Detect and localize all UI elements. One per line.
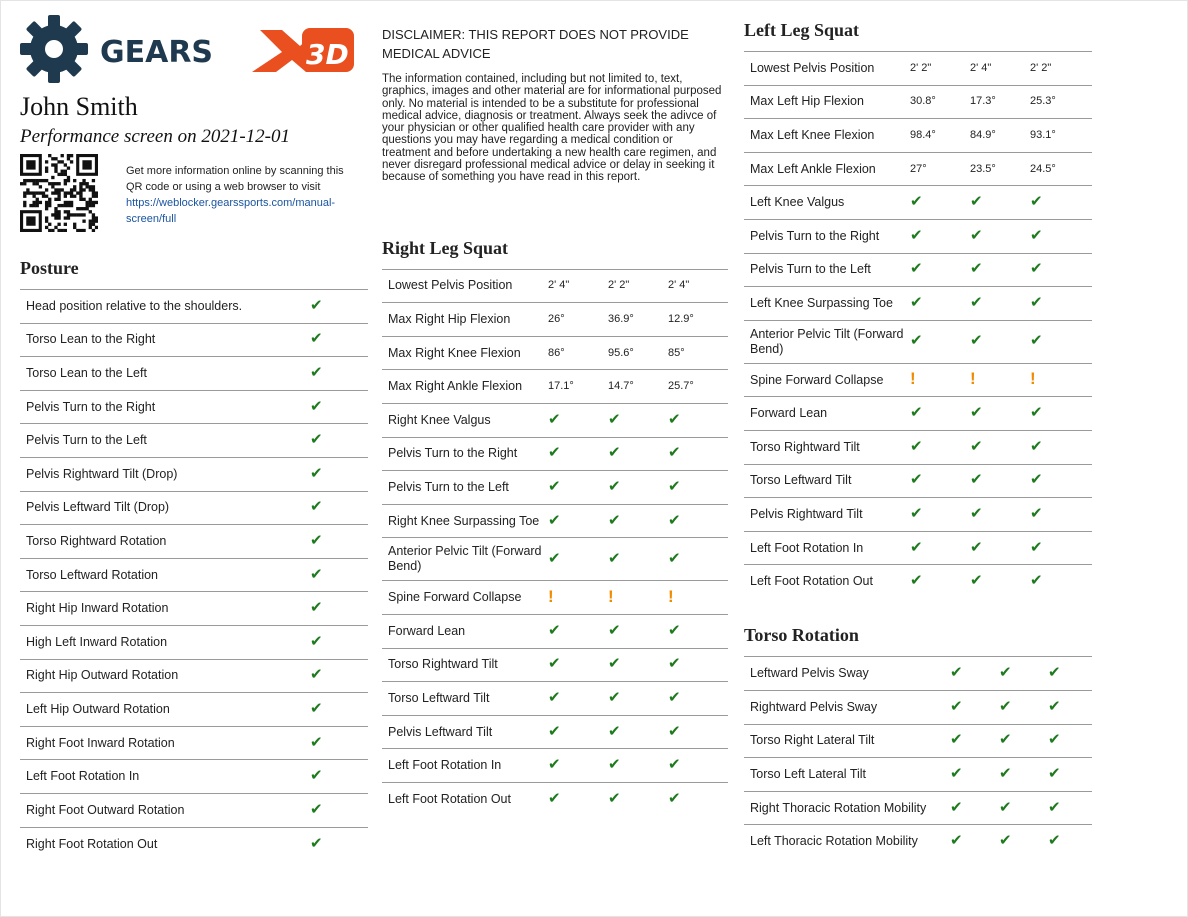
table-row-torso-rightward-tilt	[744, 430, 1092, 464]
table-row-pelvis-rightward-tilt-drop	[20, 457, 368, 491]
measurement-value: 2' 4"	[548, 279, 570, 292]
warning-icon: !	[910, 369, 916, 389]
table-row-pelvis-rightward-tilt	[744, 498, 1092, 532]
measurement-value: 30.8°	[910, 95, 936, 108]
measurement-value: 17.1°	[548, 380, 574, 393]
measurement-value: 84.9°	[970, 128, 996, 141]
torso-rotation-table	[744, 656, 1092, 858]
checkmark-icon: ✔	[310, 599, 323, 617]
row-label: Max Left Hip Flexion	[750, 94, 864, 109]
qr-instructions	[126, 163, 354, 232]
warning-icon: !	[1030, 369, 1036, 389]
row-label: Pelvis Turn to the Left	[26, 433, 147, 448]
checkmark-icon: ✔	[950, 731, 963, 749]
row-label: Torso Lean to the Left	[26, 365, 147, 380]
row-label: Torso Right Lateral Tilt	[750, 733, 875, 748]
row-label: Torso Leftward Rotation	[26, 567, 159, 582]
row-label: Pelvis Leftward Tilt (Drop)	[26, 500, 170, 515]
checkmark-icon: ✔	[1048, 832, 1061, 850]
table-row-pelvis-leftward-tilt-drop	[20, 491, 368, 525]
checkmark-icon: ✔	[970, 193, 983, 211]
row-label: Left Foot Rotation In	[388, 758, 502, 773]
row-label: Rightward Pelvis Sway	[750, 699, 878, 714]
row-label: Left Foot Rotation Out	[388, 792, 511, 807]
row-label: High Left Inward Rotation	[26, 634, 168, 649]
warning-icon: !	[608, 586, 614, 606]
checkmark-icon: ✔	[970, 572, 983, 590]
checkmark-icon: ✔	[668, 478, 681, 496]
table-row-max-left-ankle-flexion	[744, 152, 1092, 186]
checkmark-icon: ✔	[668, 410, 681, 428]
checkmark-icon: ✔	[608, 478, 621, 496]
table-row-forward-lean	[744, 397, 1092, 431]
row-label: Pelvis Rightward Tilt (Drop)	[26, 466, 178, 481]
checkmark-icon: ✔	[310, 767, 323, 785]
measurement-value: 2' 2"	[910, 61, 932, 74]
row-label: Right Foot Inward Rotation	[26, 735, 175, 750]
table-row-right-foot-inward-rotation	[20, 726, 368, 760]
checkmark-icon: ✔	[668, 790, 681, 808]
table-row-spine-forward-collapse	[744, 363, 1092, 397]
row-label: Left Knee Surpassing Toe	[750, 295, 893, 310]
checkmark-icon: ✔	[608, 621, 621, 639]
row-label: Pelvis Turn to the Right	[26, 399, 156, 414]
measurement-value: 24.5°	[1030, 162, 1056, 175]
checkmark-icon: ✔	[910, 471, 923, 489]
row-label: Pelvis Leftward Tilt	[388, 724, 493, 739]
row-label: Torso Left Lateral Tilt	[750, 766, 867, 781]
checkmark-icon: ✔	[310, 363, 323, 381]
checkmark-icon: ✔	[668, 756, 681, 774]
torso-rotation-heading: Torso Rotation	[744, 625, 859, 646]
row-label: Max Right Hip Flexion	[388, 312, 511, 327]
checkmark-icon: ✔	[999, 764, 1012, 782]
table-row-right-knee-valgus	[382, 404, 728, 438]
row-label: Anterior Pelvic Tilt (Forward Bend)	[750, 326, 904, 356]
left-leg-squat-table	[744, 51, 1092, 598]
checkmark-icon: ✔	[910, 193, 923, 211]
table-row-right-foot-rotation-out	[20, 827, 368, 861]
row-label: Torso Rightward Tilt	[388, 657, 498, 672]
checkmark-icon: ✔	[970, 260, 983, 278]
row-label: Pelvis Turn to the Left	[750, 262, 871, 277]
warning-icon: !	[970, 369, 976, 389]
report-subtitle: Performance screen on 2021-12-01	[20, 126, 290, 147]
checkmark-icon: ✔	[1030, 504, 1043, 522]
checkmark-icon: ✔	[548, 655, 561, 673]
row-label: Left Hip Outward Rotation	[26, 701, 170, 716]
qr-code-icon[interactable]	[20, 154, 98, 232]
checkmark-icon: ✔	[668, 655, 681, 673]
table-row-right-foot-outward-rotation	[20, 793, 368, 827]
checkmark-icon: ✔	[910, 260, 923, 278]
checkmark-icon: ✔	[548, 410, 561, 428]
table-row-lowest-pelvis-position	[744, 52, 1092, 86]
table-row-max-left-hip-flexion	[744, 85, 1092, 119]
checkmark-icon: ✔	[548, 549, 561, 567]
row-label: Right Hip Inward Rotation	[26, 601, 169, 616]
checkmark-icon: ✔	[548, 511, 561, 529]
row-label: Torso Rightward Rotation	[26, 533, 167, 548]
measurement-value: 25.7°	[668, 380, 694, 393]
row-label: Lowest Pelvis Position	[750, 60, 875, 75]
table-row-high-left-inward-rotation	[20, 625, 368, 659]
table-row-right-thoracic-rotation-mobility	[744, 791, 1092, 825]
checkmark-icon: ✔	[950, 764, 963, 782]
row-label: Left Foot Rotation In	[26, 769, 140, 784]
table-row-left-knee-surpassing-toe	[744, 287, 1092, 321]
table-row-torso-leftward-tilt	[382, 682, 728, 716]
checkmark-icon: ✔	[1030, 293, 1043, 311]
table-row-lowest-pelvis-position	[382, 269, 728, 303]
right-leg-squat-heading: Right Leg Squat	[382, 237, 509, 258]
table-row-pelvis-turn-to-the-right	[744, 219, 1092, 253]
row-label: Forward Lean	[388, 623, 466, 638]
row-label: Right Foot Rotation Out	[26, 836, 158, 851]
checkmark-icon: ✔	[950, 697, 963, 715]
table-row-left-foot-rotation-out	[382, 782, 728, 816]
table-row-rightward-pelvis-sway	[744, 691, 1092, 725]
checkmark-icon: ✔	[310, 531, 323, 549]
checkmark-icon: ✔	[310, 800, 323, 818]
measurement-value: 85°	[668, 346, 685, 359]
checkmark-icon: ✔	[970, 504, 983, 522]
row-label: Leftward Pelvis Sway	[750, 666, 869, 681]
table-row-pelvis-turn-to-the-right	[382, 437, 728, 471]
checkmark-icon: ✔	[999, 832, 1012, 850]
checkmark-icon: ✔	[910, 572, 923, 590]
row-label: Head position relative to the shoulders.	[26, 298, 243, 313]
checkmark-icon: ✔	[668, 722, 681, 740]
measurement-value: 27°	[910, 162, 927, 175]
middle-column	[382, 25, 728, 816]
table-row-right-knee-surpassing-toe	[382, 504, 728, 538]
table-row-left-thoracic-rotation-mobility	[744, 825, 1092, 859]
measurement-value: 2' 4"	[668, 279, 690, 292]
checkmark-icon: ✔	[310, 431, 323, 449]
measurement-value: 95.6°	[608, 346, 634, 359]
checkmark-icon: ✔	[548, 689, 561, 706]
table-row-left-foot-rotation-in	[382, 749, 728, 783]
checkmark-icon: ✔	[548, 722, 561, 740]
row-label: Right Foot Outward Rotation	[26, 802, 185, 817]
measurement-value: 93.1°	[1030, 128, 1056, 141]
checkmark-icon: ✔	[310, 666, 323, 684]
measurement-value: 26°	[548, 313, 565, 326]
checkmark-icon: ✔	[910, 332, 923, 350]
checkmark-icon: ✔	[1030, 471, 1043, 489]
row-label: Max Left Knee Flexion	[750, 127, 875, 142]
checkmark-icon: ✔	[970, 332, 983, 350]
checkmark-icon: ✔	[310, 498, 323, 516]
report-link[interactable]: https://weblocker.gearssports.com/manual-screen/full	[126, 197, 336, 225]
gear-logo-icon	[20, 14, 360, 84]
table-row-torso-lean-to-the-left	[20, 357, 368, 391]
checkmark-icon: ✔	[1048, 798, 1061, 816]
measurement-value: 12.9°	[668, 313, 694, 326]
row-label: Right Knee Surpassing Toe	[388, 513, 540, 528]
checkmark-icon: ✔	[608, 756, 621, 774]
table-row-max-right-knee-flexion	[382, 336, 728, 370]
checkmark-icon: ✔	[608, 790, 621, 808]
row-label: Torso Lean to the Right	[26, 332, 156, 347]
checkmark-icon: ✔	[970, 471, 983, 489]
measurement-value: 2' 2"	[608, 279, 630, 292]
checkmark-icon: ✔	[970, 437, 983, 455]
checkmark-icon: ✔	[668, 621, 681, 639]
table-row-pelvis-turn-to-the-left	[382, 471, 728, 505]
checkmark-icon: ✔	[668, 511, 681, 529]
table-row-torso-leftward-rotation	[20, 558, 368, 592]
checkmark-icon: ✔	[910, 404, 923, 422]
checkmark-icon: ✔	[999, 697, 1012, 715]
checkmark-icon: ✔	[548, 478, 561, 496]
checkmark-icon: ✔	[310, 464, 323, 482]
warning-icon: !	[548, 586, 554, 606]
checkmark-icon: ✔	[310, 834, 323, 852]
table-row-pelvis-turn-to-the-left	[744, 253, 1092, 287]
row-label: Spine Forward Collapse	[388, 590, 522, 605]
measurement-value: 36.9°	[608, 313, 634, 326]
checkmark-icon: ✔	[1030, 260, 1043, 278]
row-label: Max Left Ankle Flexion	[750, 161, 876, 176]
checkmark-icon: ✔	[1030, 332, 1043, 350]
logo-3d-text: 3D	[306, 38, 349, 71]
checkmark-icon: ✔	[1030, 572, 1043, 590]
checkmark-icon: ✔	[310, 330, 323, 348]
row-label: Left Foot Rotation In	[750, 540, 864, 555]
checkmark-icon: ✔	[910, 293, 923, 311]
checkmark-icon: ✔	[668, 549, 681, 567]
row-label: Right Hip Outward Rotation	[26, 668, 179, 683]
measurement-value: 17.3°	[970, 95, 996, 108]
row-label: Left Foot Rotation Out	[750, 574, 873, 589]
checkmark-icon: ✔	[1048, 697, 1061, 715]
row-label: Forward Lean	[750, 406, 828, 421]
row-label: Right Knee Valgus	[388, 412, 491, 427]
checkmark-icon: ✔	[668, 444, 681, 462]
checkmark-icon: ✔	[608, 689, 621, 706]
row-label: Right Thoracic Rotation Mobility	[750, 800, 927, 815]
logo-text: GEARS	[100, 35, 214, 70]
warning-icon: !	[668, 586, 674, 606]
row-label: Pelvis Turn to the Right	[388, 446, 518, 461]
row-label: Max Right Knee Flexion	[388, 345, 521, 360]
table-row-leftward-pelvis-sway	[744, 657, 1092, 691]
table-row-right-hip-outward-rotation	[20, 659, 368, 693]
checkmark-icon: ✔	[608, 511, 621, 529]
table-row-spine-forward-collapse	[382, 581, 728, 615]
measurement-value: 86°	[548, 346, 565, 359]
disclaimer-title: DISCLAIMER: THIS REPORT DOES NOT PROVIDE MEDICAL ADVICE	[382, 27, 689, 61]
checkmark-icon: ✔	[310, 397, 323, 415]
row-label: Lowest Pelvis Position	[388, 278, 513, 293]
row-label: Pelvis Rightward Tilt	[750, 506, 863, 521]
table-row-right-hip-inward-rotation	[20, 592, 368, 626]
table-row-head-position-relative-to-the-shoulders	[20, 290, 368, 324]
checkmark-icon: ✔	[548, 756, 561, 774]
disclaimer-body: The information contained, including but not limited to, text, graphics, images and other material are for informational purposed only. No material is intended to be a substitute for professional medical advice, diagnosis or treatment. Always seek the adivce of your physician or other qualified health care provider with any questions you may have regarding a medical condition or treatment and before undertaking a new health care regimen, and never disregard professional medical advice or delay in seeking it because of something you have read in this report.	[382, 73, 722, 184]
row-label: Spine Forward Collapse	[750, 372, 884, 387]
checkmark-icon: ✔	[608, 655, 621, 673]
qr-description: Get more information online by scanning this QR code or using a web browser to visit	[126, 165, 344, 193]
left-column	[20, 14, 368, 861]
checkmark-icon: ✔	[548, 790, 561, 808]
checkmark-icon: ✔	[548, 621, 561, 639]
table-row-max-right-ankle-flexion	[382, 370, 728, 404]
row-label: Anterior Pelvic Tilt (Forward Bend)	[388, 544, 542, 574]
measurement-value: 14.7°	[608, 380, 634, 393]
checkmark-icon: ✔	[608, 444, 621, 462]
table-row-torso-lean-to-the-right	[20, 323, 368, 357]
posture-heading: Posture	[20, 258, 79, 278]
measurement-value: 2' 4"	[970, 61, 992, 74]
checkmark-icon: ✔	[1030, 193, 1043, 211]
checkmark-icon: ✔	[910, 226, 923, 244]
table-row-max-right-hip-flexion	[382, 303, 728, 337]
checkmark-icon: ✔	[608, 722, 621, 740]
row-label: Pelvis Turn to the Right	[750, 228, 880, 243]
table-row-left-foot-rotation-in	[744, 531, 1092, 565]
table-row-torso-leftward-tilt	[744, 464, 1092, 498]
checkmark-icon: ✔	[668, 689, 681, 706]
measurement-value: 98.4°	[910, 128, 936, 141]
checkmark-icon: ✔	[910, 504, 923, 522]
checkmark-icon: ✔	[1030, 226, 1043, 244]
measurement-value: 25.3°	[1030, 95, 1056, 108]
checkmark-icon: ✔	[608, 410, 621, 428]
checkmark-icon: ✔	[999, 664, 1012, 682]
row-label: Left Thoracic Rotation Mobility	[750, 834, 918, 849]
checkmark-icon: ✔	[608, 549, 621, 567]
checkmark-icon: ✔	[1030, 538, 1043, 556]
table-row-left-foot-rotation-out	[744, 565, 1092, 599]
checkmark-icon: ✔	[1048, 664, 1061, 682]
checkmark-icon: ✔	[910, 538, 923, 556]
checkmark-icon: ✔	[310, 296, 323, 314]
checkmark-icon: ✔	[970, 538, 983, 556]
table-row-torso-left-lateral-tilt	[744, 758, 1092, 792]
measurement-value: 23.5°	[970, 162, 996, 175]
checkmark-icon: ✔	[310, 733, 323, 751]
posture-table	[20, 289, 368, 861]
checkmark-icon: ✔	[970, 226, 983, 244]
right-leg-squat-table	[382, 269, 728, 816]
checkmark-icon: ✔	[1030, 404, 1043, 422]
checkmark-icon: ✔	[1048, 731, 1061, 749]
table-row-max-left-knee-flexion	[744, 119, 1092, 153]
row-label: Pelvis Turn to the Left	[388, 480, 509, 495]
table-row-torso-right-lateral-tilt	[744, 724, 1092, 758]
row-label: Torso Leftward Tilt	[388, 691, 490, 705]
checkmark-icon: ✔	[310, 632, 323, 650]
table-row-pelvis-leftward-tilt	[382, 715, 728, 749]
checkmark-icon: ✔	[548, 444, 561, 462]
checkmark-icon: ✔	[950, 798, 963, 816]
checkmark-icon: ✔	[310, 699, 323, 717]
table-row-pelvis-turn-to-the-right	[20, 390, 368, 424]
gears-x3d-logo	[20, 14, 368, 84]
row-label: Torso Rightward Tilt	[750, 439, 860, 454]
right-column	[744, 20, 1092, 858]
table-row-pelvis-turn-to-the-left	[20, 424, 368, 458]
measurement-value: 2' 2"	[1030, 61, 1052, 74]
table-row-left-foot-rotation-in	[20, 760, 368, 794]
athlete-name: John Smith	[20, 92, 138, 121]
checkmark-icon: ✔	[310, 565, 323, 583]
table-row-forward-lean	[382, 615, 728, 649]
checkmark-icon: ✔	[1030, 437, 1043, 455]
checkmark-icon: ✔	[910, 437, 923, 455]
row-label: Max Right Ankle Flexion	[388, 379, 523, 394]
checkmark-icon: ✔	[970, 404, 983, 422]
table-row-torso-rightward-tilt	[382, 648, 728, 682]
table-row-anterior-pelvic-tilt-forward-bend	[744, 320, 1092, 363]
checkmark-icon: ✔	[999, 731, 1012, 749]
checkmark-icon: ✔	[970, 293, 983, 311]
table-row-left-knee-valgus	[744, 186, 1092, 220]
left-leg-squat-heading: Left Leg Squat	[744, 20, 860, 40]
table-row-anterior-pelvic-tilt-forward-bend	[382, 538, 728, 581]
checkmark-icon: ✔	[950, 664, 963, 682]
row-label: Left Knee Valgus	[750, 195, 845, 210]
checkmark-icon: ✔	[950, 832, 963, 850]
qr-section	[20, 154, 368, 232]
checkmark-icon: ✔	[1048, 764, 1061, 782]
row-label: Torso Leftward Tilt	[750, 473, 852, 488]
checkmark-icon: ✔	[999, 798, 1012, 816]
table-row-left-hip-outward-rotation	[20, 693, 368, 727]
table-row-torso-rightward-rotation	[20, 525, 368, 559]
